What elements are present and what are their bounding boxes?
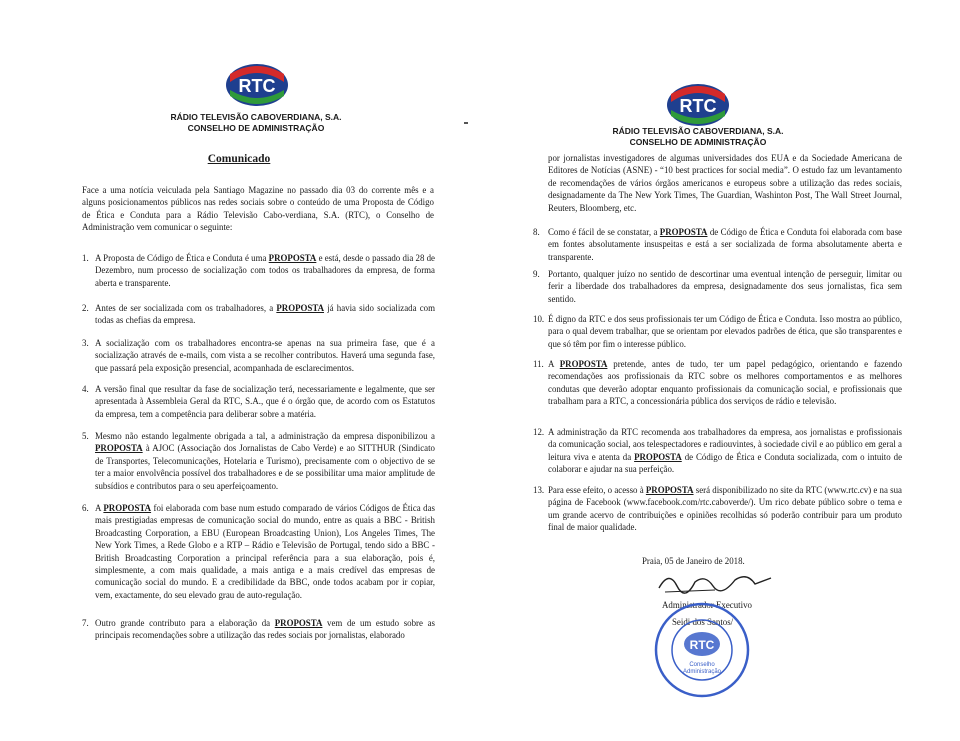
paragraph-text: será disponibilizado no site da RTC (www.rtc.cv) e na sua página de Facebook (www.facebook.com/rtc.caboverde/). Um rico debate público sobre o tema e um grande acervo de contribuições e opiniões recolhidas só poderão contribuir para um produto final de maior qualidade. bbox=[548, 485, 902, 533]
numbered-paragraph bbox=[548, 226, 902, 263]
paragraph-text: à AJOC (Associação dos Jornalistas de Cabo Verde) e ao SITTHUR (Sindicato de Transportes, Telecomunicações, Hotelaria e Turismo), precisamente com o objectivo de se ter a maior envolvência possível dos trabalhadores e de se possibilitar uma maior amplitude de subsídios e contributos para o seu aperfeiçoamento. bbox=[95, 443, 435, 491]
proposta-emphasis: PROPOSTA bbox=[103, 503, 152, 513]
item-number: 2. bbox=[82, 303, 89, 313]
paragraph-text: Para esse efeito, o acesso à bbox=[548, 485, 646, 495]
item-number: 4. bbox=[82, 384, 89, 394]
svg-text:Administração: Administração bbox=[682, 669, 722, 675]
numbered-paragraph bbox=[548, 484, 902, 534]
numbered-paragraph bbox=[548, 358, 902, 408]
svg-text:Conselho: Conselho bbox=[689, 662, 715, 668]
org-board: CONSELHO DE ADMINISTRAÇÃO bbox=[187, 123, 325, 133]
signatory-role: Administrador Executivo bbox=[662, 600, 752, 610]
proposta-emphasis: PROPOSTA bbox=[559, 359, 608, 369]
svg-text:RTC: RTC bbox=[689, 638, 715, 652]
item-number: 10. bbox=[533, 314, 545, 324]
numbered-paragraph bbox=[95, 337, 435, 374]
rtc-logo bbox=[224, 62, 290, 108]
numbered-paragraph bbox=[95, 302, 435, 327]
logo-text-right: RTC bbox=[679, 96, 717, 116]
paragraph-text: vem de um estudo sobre as principais recomendações sobre a utilização das redes sociais por jornalistas, elaborado bbox=[95, 618, 435, 641]
proposta-emphasis: PROPOSTA bbox=[276, 303, 325, 313]
numbered-paragraph bbox=[95, 502, 435, 601]
proposta-emphasis: PROPOSTA bbox=[645, 485, 694, 495]
item-number: 5. bbox=[82, 431, 89, 441]
handwritten-signature bbox=[655, 568, 775, 598]
paragraph-text: Portanto, qualquer juízo no sentido de descortinar uma eventual intenção de perseguir, limitar ou ferir a liberdade dos trabalhadores da empresa, designadamente dos seus jornalistas, fica sem sentido. bbox=[548, 269, 902, 304]
signatory-name: Seidi dos Santos/ bbox=[672, 617, 734, 627]
scan-mark bbox=[464, 122, 468, 124]
place-date: Praia, 05 de Janeiro de 2018. bbox=[642, 556, 745, 566]
numbered-paragraph bbox=[548, 268, 902, 305]
numbered-paragraph bbox=[95, 383, 435, 420]
numbered-paragraph bbox=[95, 252, 435, 289]
item-number: 7. bbox=[82, 618, 89, 628]
paragraph-text: de Código de Ética e Conduta foi elaborada com base em fontes absolutamente insuspeitas e está a ser socializada de forma absolutamente aberta e transparente. bbox=[548, 227, 902, 262]
item-number: 6. bbox=[82, 503, 89, 513]
org-name: RÁDIO TELEVISÃO CABOVERDIANA, S.A. bbox=[170, 112, 342, 122]
org-name-right: RÁDIO TELEVISÃO CABOVERDIANA, S.A. bbox=[612, 126, 784, 136]
paragraph-text: A administração da RTC recomenda aos trabalhadores da empresa, aos jornalistas e profissionais da comunicação social, aos telespectadores e radiouvintes, à sociedade civil e ao público em geral a leitura viva e atenta da bbox=[548, 427, 902, 462]
paragraph-text: A socialização com os trabalhadores encontra-se apenas na sua primeira fase, que é a socialização através de e-mails, com vista a se recolher contributos. Haverá uma segunda fase, que passará pela exposição presencial, acompanhada de esclarecimentos. bbox=[95, 338, 435, 373]
item-number: 11. bbox=[533, 359, 544, 369]
proposta-emphasis: PROPOSTA bbox=[268, 253, 317, 263]
paragraph-text: já havia sido socializada com todas as chefias da empresa. bbox=[95, 303, 436, 326]
paragraph-text: de Código de Ética e Conduta socializada, com o intuito de colaborar e ajudar na sua perfeição. bbox=[548, 451, 903, 475]
org-board-right: CONSELHO DE ADMINISTRAÇÃO bbox=[629, 137, 767, 147]
proposta-emphasis: PROPOSTA bbox=[634, 451, 682, 462]
paragraph-text: A versão final que resultar da fase de socialização terá, necessariamente e legalmente, que ser apresentada à Assembleia Geral da RTC, S.A., que é o órgão que, de acordo com os Estatutos da empresa, tem a competência para deliberar sobre a matéria. bbox=[95, 384, 435, 419]
paragraph-text: Mesmo não estando legalmente obrigada a tal, a administração da empresa disponibilizou a bbox=[95, 431, 435, 441]
paragraph-text: pretende, antes de tudo, ter um papel pedagógico, orientando e fazendo recomendações aos profissionais da RTC sobre os melhores comportamentos e as melhores condutas que deverão adoptar enquanto profissionais da comunicação social, e profissionais que trabalham para a RTC, a concessionária pública dos serviços de rádio e televisão. bbox=[548, 359, 903, 407]
proposta-emphasis: PROPOSTA bbox=[95, 443, 143, 454]
paragraph-text: Como é fácil de se constatar, a bbox=[548, 227, 660, 237]
proposta-emphasis: PROPOSTA bbox=[274, 618, 323, 628]
paragraph-text: A bbox=[95, 503, 104, 513]
intro-paragraph: Face a uma notícia veiculada pela Santiago Magazine no passado dia 03 do corrente mês e a alguns posicionamentos públicos nas redes sociais sobre o conteúdo de uma Proposta de Código de Ética e Conduta para a Rádio Televisão Cabo-verdiana, S.A. (RTC), o Conselho de Administração vem comunicar o seguinte: bbox=[82, 185, 434, 233]
org-header-right bbox=[588, 126, 808, 148]
proposta-emphasis: PROPOSTA bbox=[659, 227, 708, 237]
continuation-paragraph: por jornalistas investigadores de algumas universidades dos EUA e da Sociedade Americana de Editores de Notícias (ASNE) - “10 best practices for social media”. O estudo faz um levantamento de recomendações de vários órgãos americanos e europeus sobre a utilização das redes sociais, designadamente da The New York Times, The Guardian, Washinton Post, The Wall Street Journal, Reuters, Bloomberg, etc. bbox=[548, 153, 902, 213]
paragraph-text: Antes de ser socializada com os trabalhadores, a bbox=[95, 303, 277, 313]
numbered-paragraph bbox=[548, 426, 902, 476]
page-title: Comunicado bbox=[207, 153, 271, 165]
document-page-left bbox=[0, 0, 478, 741]
item-number: 13. bbox=[533, 485, 545, 495]
item-number: 1. bbox=[82, 253, 89, 263]
numbered-paragraph bbox=[95, 430, 435, 492]
rtc-logo-right bbox=[665, 82, 731, 128]
numbered-paragraph bbox=[548, 313, 902, 350]
official-seal bbox=[652, 600, 752, 700]
logo-text: RTC bbox=[238, 76, 276, 96]
org-header bbox=[146, 112, 366, 134]
paragraph-text: Outro grande contributo para a elaboração da bbox=[95, 618, 275, 628]
paragraph-text: A Proposta de Código de Ética e Conduta é uma bbox=[95, 253, 269, 263]
item-number: 8. bbox=[533, 227, 540, 237]
paragraph-text: É digno da RTC e dos seus profissionais ter um Código de Ética e Conduta. Isso mostra ao público, para o qual devem trabalhar, que se orientam por elevados padrões de ética, que são transparentes e que só têm por fim o interesse público. bbox=[548, 314, 902, 349]
paragraph-text: foi elaborada com base num estudo comparado de vários Códigos de Ética das mais prestigiadas empresas de comunicação social do mundo, entre as quais a BBC - British Broadcasting Corporation, a EBU (European Broadcasting Union), Los Angeles Times, The New York Times, a Rede Globo e a RTP – Rádio e Televisão de Portugal, tendo sido a BBC - British Broadcasting Corporation a principal referência para a sua elaboração, pois é, simplesmente, a com mais qualidade, a mais antiga e a mais credível das empresas de comunicação social do mundo. E a credibilidade da BBC, onde todos acabam por ir copiar, vem, exactamente, do seu elevado grau de auto-regulação. bbox=[95, 503, 435, 600]
numbered-paragraph bbox=[95, 617, 435, 642]
item-number: 12. bbox=[533, 427, 545, 437]
paragraph-text: A bbox=[548, 359, 560, 369]
paragraph-text: e está, desde o passado dia 28 de Dezembro, num processo de socialização com todos os trabalhadores da empresa, de forma aberta e transparente. bbox=[95, 253, 435, 288]
item-number: 9. bbox=[533, 269, 540, 279]
item-number: 3. bbox=[82, 338, 89, 348]
